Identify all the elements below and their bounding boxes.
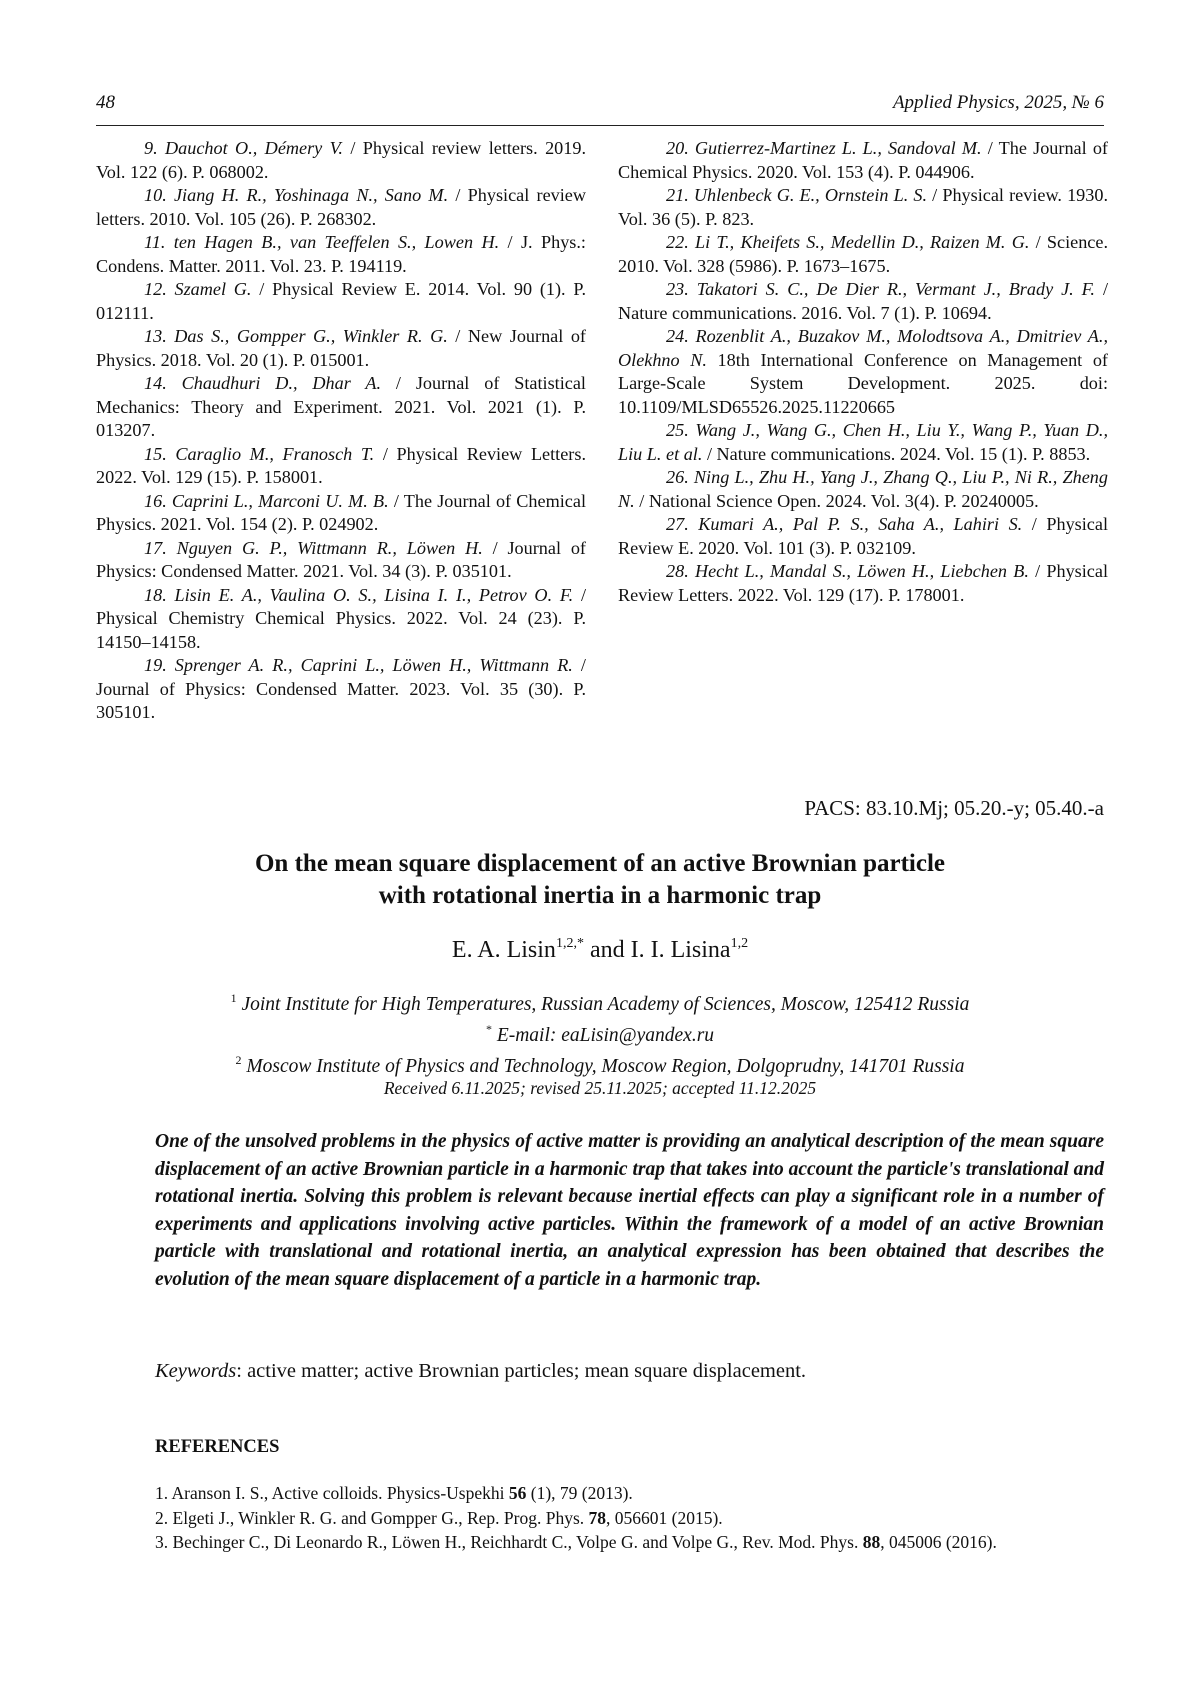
author-list bbox=[96, 936, 1104, 964]
reference-item: 3. Bechinger C., Di Leonardo R., Löwen H., Reichhardt C., Volpe G. and Volpe G., Rev. Mod. Phys. 88, 045006 (2016). bbox=[155, 1532, 997, 1552]
reference-item: 1. Aranson I. S., Active colloids. Physics-Uspekhi 56 (1), 79 (2013). bbox=[155, 1483, 633, 1503]
reference-item: 25. Wang J., Wang G., Chen H., Liu Y., Wang P., Yuan D., Liu L. et al. / Nature communications. 2024. Vol. 15 (1). P. 8853. bbox=[618, 420, 1108, 464]
keywords bbox=[155, 1360, 1104, 1383]
title-line: with rotational inertia in a harmonic trap bbox=[378, 882, 822, 909]
title-line: On the mean square displacement of an active Brownian particle bbox=[254, 850, 946, 877]
reference-item: 22. Li T., Kheifets S., Medellin D., Raizen M. G. / Science. 2010. Vol. 328 (5986). P. 1673–1675. bbox=[618, 232, 1108, 276]
article-title bbox=[96, 848, 1104, 912]
reference-item: 26. Ning L., Zhu H., Yang J., Zhang Q., Liu P., Ni R., Zheng N. / National Science Open. 2024. Vol. 3(4). P. 20240005. bbox=[618, 467, 1108, 511]
abstract: One of the unsolved problems in the physics of active matter is providing an analytical description of the mean square displacement of an active Brownian particle in a harmonic trap that takes into account the particle's translational and rotational inertia. Solving this problem is relevant because inertial effects can play a significant role in a number of experiments and applications involving active particles. Within the framework of a model of an active Brownian particle with translational and rotational inertia, an analytical expression has been obtained that describes the evolution of the mean square displacement of a particle in a harmonic trap. bbox=[155, 1131, 1104, 1290]
reference-column-left bbox=[96, 137, 586, 725]
reference-item: 16. Caprini L., Marconi U. M. B. / The Journal of Chemical Physics. 2021. Vol. 154 (2). P. 024902. bbox=[96, 490, 586, 534]
references-heading: REFERENCES bbox=[155, 1437, 280, 1457]
page-number: 48 bbox=[96, 92, 115, 113]
email-line: * E-mail: eaLisin@yandex.ru bbox=[485, 1022, 715, 1046]
reference-item: 27. Kumari A., Pal P. S., Saha A., Lahiri S. / Physical Review E. 2020. Vol. 101 (3). P. 032109. bbox=[618, 514, 1109, 558]
author-affiliation-mark: 1,2,* bbox=[555, 936, 584, 951]
reference-item: 15. Caraglio M., Franosch T. / Physical Review Letters. 2022. Vol. 129 (15). P. 158001. bbox=[96, 443, 586, 487]
reference-item: 11. ten Hagen B., van Teeffelen S., Lowen H. / J. Phys.: Condens. Matter. 2011. Vol. 23. P. 194119. bbox=[96, 232, 586, 276]
reference-item: 14. Chaudhuri D., Dhar A. / Journal of Statistical Mechanics: Theory and Experiment. 2021. Vol. 2021 (1). P. 013207. bbox=[96, 373, 586, 440]
received-dates: Received 6.11.2025; revised 25.11.2025; accepted 11.12.2025 bbox=[383, 1078, 817, 1098]
journal-reference: Applied Physics, 2025, № 6 bbox=[892, 92, 1104, 113]
reference-item: 10. Jiang H. R., Yoshinaga N., Sano M. / Physical review letters. 2010. Vol. 105 (26). P. 268302. bbox=[96, 185, 587, 229]
affiliation-line: $^1$ Joint Institute for High Temperatures, Russian Academy of Sciences, Moscow, 125412 Russia bbox=[230, 991, 970, 1015]
reference-item: 12. Szamel G. / Physical Review E. 2014. Vol. 90 (1). P. 012111. bbox=[96, 279, 586, 323]
reference-item: 13. Das S., Gompper G., Winkler R. G. / New Journal of Physics. 2018. Vol. 20 (1). P. 015001. bbox=[96, 326, 586, 370]
author-affiliation-mark: 1,2 bbox=[730, 936, 749, 951]
reference-item: 2. Elgeti J., Winkler R. G. and Gompper G., Rep. Prog. Phys. 78, 056601 (2015). bbox=[155, 1507, 723, 1528]
author-name: E. A. Lisin bbox=[451, 937, 556, 963]
reference-item: 18. Lisin E. A., Vaulina O. S., Lisina I. I., Petrov O. F. / Physical Chemistry Chemical Physics. 2022. Vol. 24 (23). P. 14150–14158. bbox=[96, 584, 586, 652]
affiliation-line: $^2$ Moscow Institute of Physics and Technology, Moscow Region, Dolgoprudny, 141701 Russia bbox=[235, 1053, 965, 1077]
reference-item: 19. Sprenger A. R., Caprini L., Löwen H., Wittmann R. / Journal of Physics: Condensed Matter. 2023. Vol. 35 (30). P. 305101. bbox=[96, 655, 586, 722]
reference-item: 23. Takatori S. C., De Dier R., Vermant J., Brady J. F. / Nature communications. 2016. Vol. 7 (1). P. 10694. bbox=[618, 279, 1108, 323]
references-list bbox=[155, 1482, 1104, 1556]
author-conjunction: and bbox=[583, 937, 631, 963]
header-rule bbox=[96, 125, 1104, 126]
reference-item: 17. Nguyen G. P., Wittmann R., Löwen H. / Journal of Physics: Condensed Matter. 2021. Vol. 34 (3). P. 035101. bbox=[96, 537, 586, 581]
affiliations bbox=[96, 986, 1104, 1079]
pacs-codes: PACS: 83.10.Mj; 05.20.-y; 05.40.-a bbox=[804, 796, 1104, 820]
reference-item: 9. Dauchot O., Démery V. / Physical review letters. 2019. Vol. 122 (6). P. 068002. bbox=[96, 138, 586, 182]
keywords-list: : active matter; active Brownian particles; mean square displacement. bbox=[236, 1360, 807, 1382]
reference-column-right bbox=[618, 137, 1108, 607]
reference-item: 20. Gutierrez-Martinez L. L., Sandoval M. / The Journal of Chemical Physics. 2020. Vol. 153 (4). P. 044906. bbox=[618, 138, 1108, 182]
keywords-label: Keywords bbox=[155, 1360, 237, 1382]
reference-item: 21. Uhlenbeck G. E., Ornstein L. S. / Physical review. 1930. Vol. 36 (5). P. 823. bbox=[618, 185, 1108, 229]
reference-item: 28. Hecht L., Mandal S., Löwen H., Liebchen B. / Physical Review Letters. 2022. Vol. 129 (17). P. 178001. bbox=[618, 561, 1108, 605]
author-name: I. I. Lisina bbox=[630, 937, 731, 963]
reference-item: 24. Rozenblit A., Buzakov M., Molodtsova A., Dmitriev A., Olekhno N. 18th International Conference on Management of Large-Scale System Development. 2025. doi: 10.1109/MLSD65526.2025.11220665 bbox=[618, 326, 1108, 417]
